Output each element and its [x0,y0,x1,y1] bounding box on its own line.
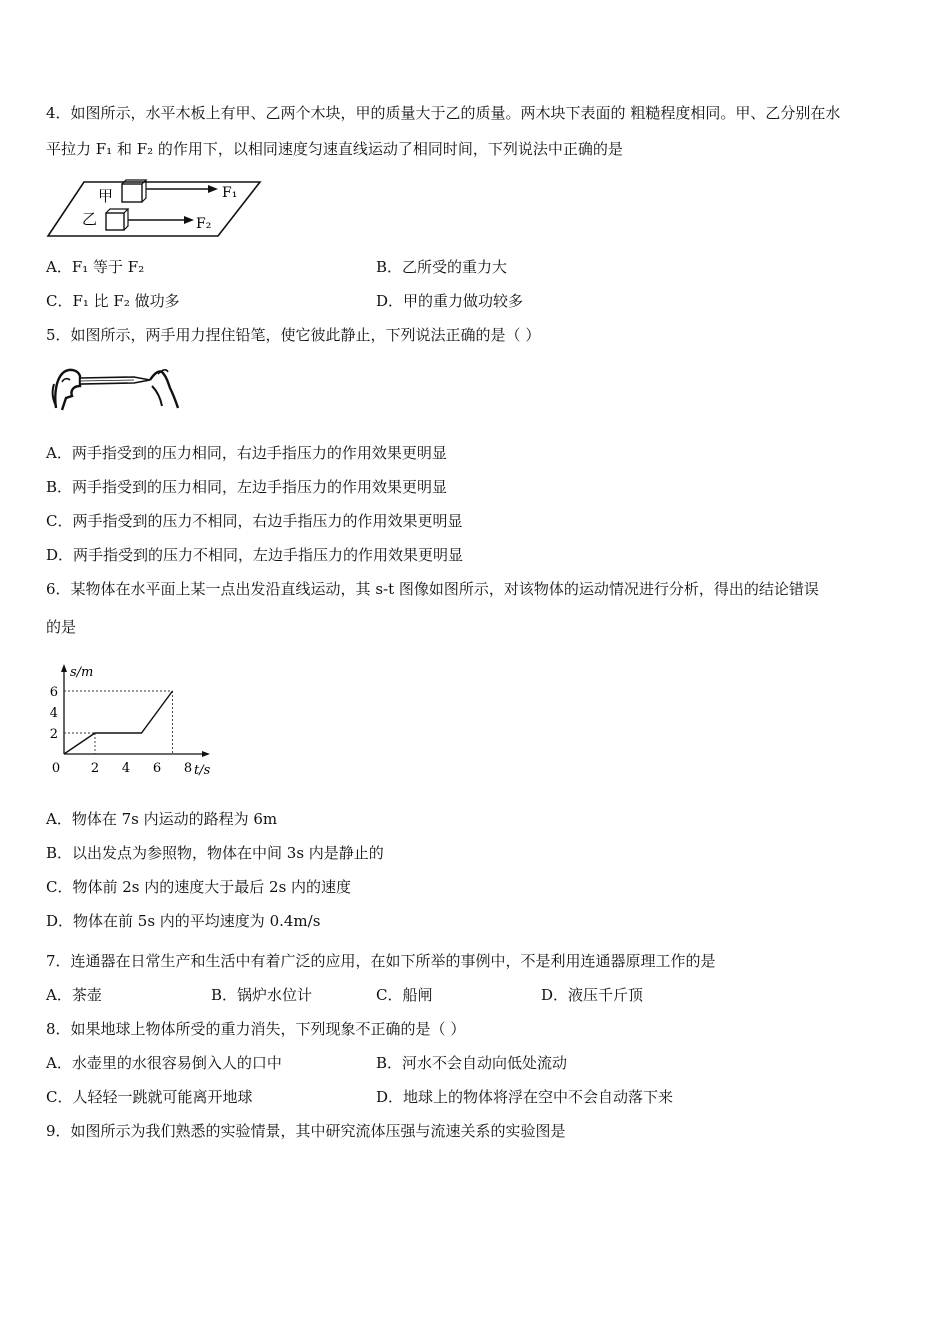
q4-option-d[interactable]: D．甲的重力做功较多 [376,292,524,310]
q6-stem-line1: 6．某物体在水平面上某一点出发沿直线运动，其 s-t 图像如图所示，对该物体的运动情况进行分析，得出的结论错误 [46,580,819,598]
q5-option-d[interactable]: D．两手指受到的压力不相同，左边手指压力的作用效果更明显 [46,546,464,564]
force-a-arrow [208,185,218,193]
block-a-label: 甲 [98,187,114,205]
q7-option-c[interactable]: C．船闸 [376,986,433,1004]
q6-option-a[interactable]: A．物体在 7s 内运动的路程为 6m [46,810,278,828]
q8-option-b[interactable]: B．河水不会自动向低处流动 [376,1054,568,1072]
block-b-label: 乙 [82,210,98,228]
q5-option-b[interactable]: B．两手指受到的压力相同，左边手指压力的作用效果更明显 [46,478,448,496]
y-tick-label: 4 [49,706,58,721]
q9-stem: 9．如图所示为我们熟悉的实验情景，其中研究流体压强与流速关系的实验图是 [46,1122,566,1140]
st-graph [44,660,220,784]
tick-labels [50,685,192,776]
q5-figure [50,364,180,414]
q4-stem-line2: 平拉力 F₁ 和 F₂ 的作用下，以相同速度匀速直线运动了相同时间，下列说法中正确的是 [46,140,623,158]
q8-option-a[interactable]: A．水壶里的水很容易倒入人的口中 [46,1054,282,1072]
force-b-arrow [184,216,194,224]
y-tick-label: 2 [49,727,58,742]
q8-option-c[interactable]: C．人轻轻一跳就可能离开地球 [46,1088,253,1106]
q4-option-a[interactable]: A．F₁ 等于 F₂ [46,258,145,276]
block-a [122,184,142,202]
q5-option-a[interactable]: A．两手指受到的压力相同，右边手指压力的作用效果更明显 [46,444,447,462]
block-b [106,213,124,230]
q5-stem: 5．如图所示，两手用力捏住铅笔，使它彼此静止，下列说法正确的是（ ） [46,326,541,344]
q4-figure [46,176,266,242]
q5-option-c[interactable]: C．两手指受到的压力不相同，右边手指压力的作用效果更明显 [46,512,463,530]
q4-option-c[interactable]: C．F₁ 比 F₂ 做功多 [46,292,180,310]
x-tick-label: 6 [152,761,162,776]
series-line [64,691,173,754]
q6-option-c[interactable]: C．物体前 2s 内的速度大于最后 2s 内的速度 [46,878,352,896]
x-tick-label: 0 [51,761,61,776]
q4-stem-line1: 4．如图所示，水平木板上有甲、乙两个木块，甲的质量大于乙的质量。两木块下表面的 粗糙程度相同。甲、乙分别在水 [46,104,841,122]
q6-option-b[interactable]: B．以出发点为参照物，物体在中间 3s 内是静止的 [46,844,384,862]
force-b-label: F₂ [196,216,212,232]
force-a-label: F₁ [222,185,238,201]
q7-option-a[interactable]: A．茶壶 [46,986,102,1004]
x-axis-label: t/s [194,763,211,778]
q8-stem: 8．如果地球上物体所受的重力消失，下列现象不正确的是（ ） [46,1020,466,1038]
q6-option-d[interactable]: D．物体在前 5s 内的平均速度为 0.4m/s [46,912,321,930]
q7-option-d[interactable]: D．液压千斤顶 [541,986,644,1004]
q4-option-b[interactable]: B．乙所受的重力大 [376,258,508,276]
y-axis-label: s/m [70,665,94,680]
q8-option-d[interactable]: D．地球上的物体将浮在空中不会自动落下来 [376,1088,674,1106]
y-tick-label: 6 [49,685,58,700]
x-tick-label: 4 [121,761,131,776]
guide-lines [64,691,173,754]
x-axis-arrow [202,751,210,757]
q6-stem-line2: 的是 [46,618,77,636]
y-axis-arrow [61,664,67,672]
left-hand [55,370,80,410]
x-tick-label: 8 [183,761,193,776]
x-tick-label: 2 [90,761,100,776]
q7-option-b[interactable]: B．锅炉水位计 [211,986,313,1004]
q7-stem: 7．连通器在日常生产和生活中有着广泛的应用，在如下所举的事例中，不是利用连通器原理工作的是 [46,952,716,970]
